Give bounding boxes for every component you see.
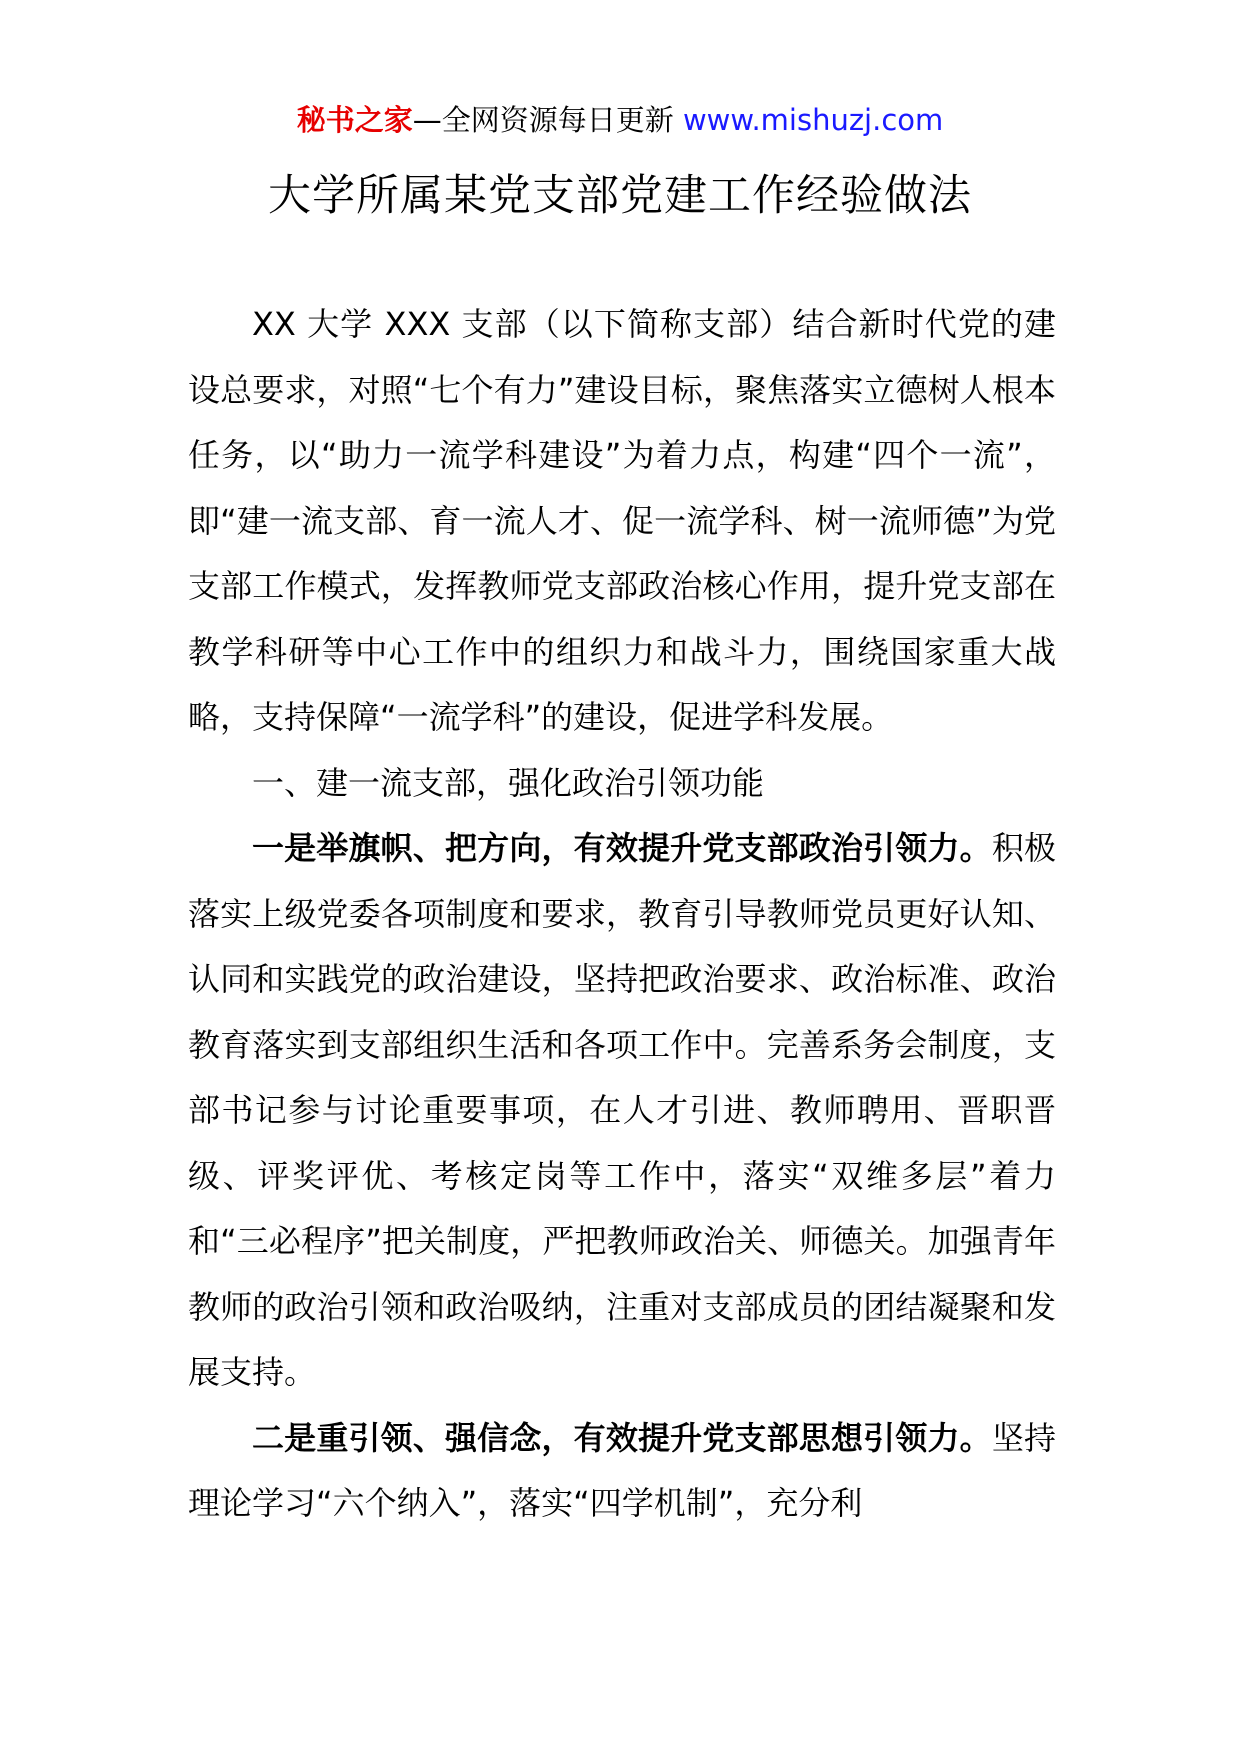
document-body — [188, 292, 1056, 1537]
item-paragraph-1 — [188, 816, 1056, 1406]
site-url-link[interactable]: www.mishuzj.com — [682, 103, 944, 137]
item-lead-2: 二是重引领、强信念，有效提升党支部思想引领力。 — [252, 1418, 992, 1457]
item-body-2: 坚持理论学习“六个纳入”，落实“四学机制”，充分利 — [188, 1418, 1056, 1522]
section-heading: 一、建一流支部，强化政治引领功能 — [252, 763, 765, 802]
intro-paragraph: XX 大学 XXX 支部（以下简称支部）结合新时代党的建设总要求，对照“七个有力”建设目标，聚焦落实立德树人根本任务，以“助力一流学科建设”为着力点，构建“四个一流”，即“建一流支部、育一流人才、促一流学科、树一流师德”为党支部工作模式，发挥教师党支部政治核心作用，提升党支部在教学科研等中心工作中的组织力和战斗力，围绕国家重大战略，支持保障“一流学科”的建设，促进学科发展。 — [188, 305, 1056, 736]
item-lead-1: 一是举旗帜、把方向，有效提升党支部政治引领力。 — [252, 829, 992, 867]
header-slogan: —全网资源每日更新 — [412, 103, 674, 137]
document-title: 大学所属某党支部党建工作经验做法 — [268, 171, 972, 221]
item-paragraph-2 — [188, 1406, 1056, 1537]
brand-name: 秘书之家 — [296, 103, 413, 137]
site-header — [0, 100, 1240, 140]
item-body-1: 积极落实上级党委各项制度和要求，教育引导教师党员更好认知、认同和实践党的政治建设，坚持把政治要求、政治标准、政治教育落实到支部组织生活和各项工作中。完善系务会制度，支部书记参与讨论重要事项，在人才引进、教师聘用、晋职晋级、评奖评优、考核定岗等工作中，落实“双维多层”着力和“三必程序”把关制度，严把教师政治关、师德关。加强青年教师的政治引领和政治吸纳，注重对支部成员的团结凝聚和发展支持。 — [188, 829, 1056, 1391]
